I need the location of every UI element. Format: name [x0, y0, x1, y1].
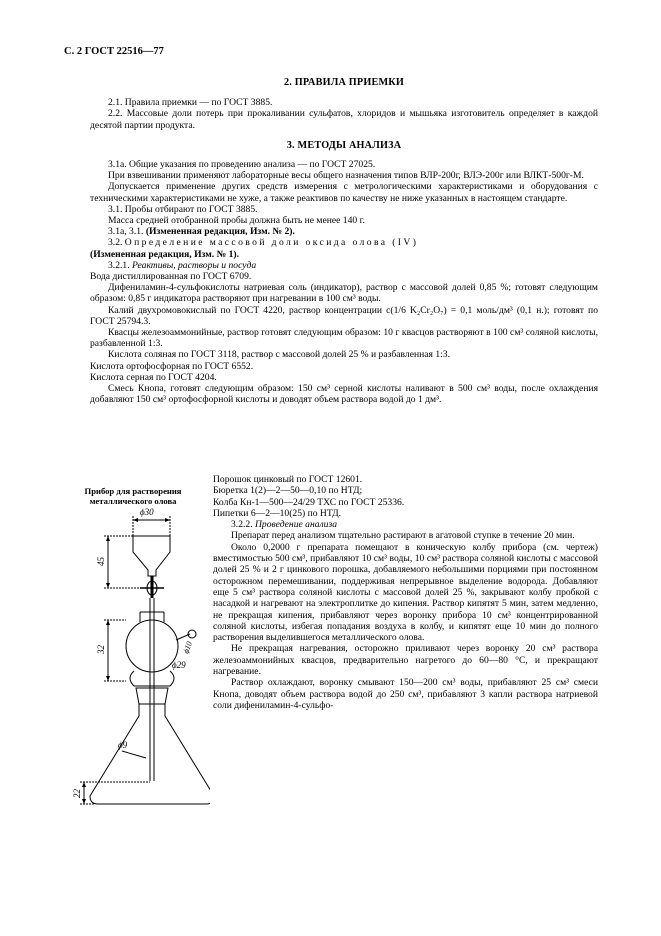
- dim-label-phi10: ϕ10: [181, 640, 195, 655]
- reagent-water: Вода дистиллированная по ГОСТ 6709.: [90, 271, 252, 283]
- clause-number: 3.2.2.: [231, 519, 253, 531]
- equipment-burette: Бюретка 1(2)—2—50—0,10 по НТД;: [213, 485, 363, 497]
- equipment-pipettes: Пипетки 6—2—10(25) по НТД.: [213, 507, 342, 519]
- para-cooling: Раствор охлаждают, воронку смывают 150—200 см³ воды, прибавляют 25 см³ смеси Кнопа, доводят объем раствора водой до 250 см³, прибавляют 3 капли раствора натриевой соли дифениламин-4-сульфо-: [213, 677, 598, 711]
- funnel: [133, 536, 170, 576]
- section-2-heading: 2. ПРАВИЛА ПРИЕМКИ: [284, 77, 404, 88]
- para-2-2: 2.2. Массовые доли потерь при прокаливании сульфатов, хлоридов и мышьяка изготовитель определяет в каждой десятой партии продукта.: [90, 108, 598, 131]
- section-3-heading: 3. МЕТОДЫ АНАЛИЗА: [286, 139, 402, 151]
- figure-caption: Прибор для растворения металлического олова: [84, 486, 182, 506]
- clause-number: 3.2.1.: [108, 259, 130, 271]
- amendment-ref: 3.1а, 3.1.: [108, 226, 144, 238]
- dim-label-32: 32: [96, 645, 106, 654]
- clause-number: 3.2.: [108, 237, 123, 249]
- dim-label-phi29: ϕ29: [172, 660, 186, 670]
- bulb: [126, 620, 178, 672]
- lower-bulb: [130, 671, 174, 686]
- stopper: [136, 688, 168, 704]
- para-3-2: [90, 237, 598, 248]
- reagent-hcl: Кислота соляная по ГОСТ 3118, раствор с массовой долей 25 % и разбавленная 1:3.: [108, 349, 450, 361]
- para-3-2-2: [213, 519, 598, 530]
- dim-label-22: 22: [72, 789, 82, 798]
- reagent-alum: Квасцы железоаммонийные, раствор готовят следующим образом: 10 г квасцов растворяют в 100 см³ соляной кислоты, разбавленной 1:3.: [90, 327, 598, 350]
- reagent-dichromate: Калий двухромовокислый по ГОСТ 4220, раствор концентрации c(1/6 K₂Cr₂O₇) = 0,1 моль/дм³ (0,1 н.); готовят по ГОСТ 25794.3.: [90, 304, 598, 327]
- clause-title: Проведение анализа: [255, 519, 338, 531]
- para-grinding: Препарат перед анализом тщательно растирают в агатовой ступке в течение 20 мин.: [231, 530, 575, 542]
- right-column-text: [213, 474, 598, 711]
- reagent-indicator: Дифениламин-4-сульфокислоты натриевая соль (индикатор), раствор с массовой долей 0,85 %; готовят следующим образом: 0,85 г индикатора растворяют при нагревании в 100 см³ воды.: [90, 282, 598, 305]
- para-amendment-2: [90, 226, 598, 237]
- para-3-2-1: [90, 260, 598, 271]
- para-3-1a: 3.1а. Общие указания по проведению анализа — по ГОСТ 27025.: [108, 159, 376, 171]
- apparatus-drawing: [60, 506, 210, 826]
- clause-title: Реактивы, растворы и посуда: [132, 259, 257, 271]
- para-procedure: Около 0,2000 г препарата помещают в коническую колбу прибора (см. чертеж) вместимостью 500 см³, прибавляют 10 см³ воды, 10 см³ раствора соляной кислоты с массовой долей 25 % и 2 г цинкового порошка, добавляемого небольшими порциями при постоянном осторожном перемешивании, поддерживая непрерывное выделение водорода. Добавляют еще 5 см³ раствора соляной кислоты с массовой долей 25 %, закрывают колбу пробкой с насадкой и нагревают на электроплитке до кипения. Раствор кипятят 5 мин, затем медленно, не прекращая кипения, прибавляют через воронку прибора 10 см³ концентрированной соляной кислоты, избегая попадания воздуха в колбу, и кипятят еще 10 мин до полного растворения выделившегося металлического олова.: [213, 541, 598, 644]
- main-text-block: [90, 77, 598, 405]
- reagent-sulfuric: Кислота серная по ГОСТ 4204.: [90, 371, 217, 383]
- reagent-phosphoric: Кислота ортофосфорная по ГОСТ 6552.: [90, 360, 254, 372]
- para-scales: При взвешивании применяют лабораторные весы общего назначения типов ВЛР-200г, ВЛЭ-200г или ВЛКТ-500г-М.: [108, 170, 584, 182]
- equipment-zinc: Порошок цинковый по ГОСТ 12601.: [213, 474, 363, 485]
- dim-label-phi9: ϕ9: [118, 740, 128, 750]
- para-alternatives: Допускается применение других средств измерения с метрологическими характеристиками и оборудования с техническими характеристиками не хуже, а также реактивов по качеству не ниже указанных в настоящем стандарте.: [90, 181, 598, 204]
- reagent-knop-mixture: Смесь Кнопа, готовят следующим образом: 150 см³ серной кислоты наливают в 500 см³ воды, после охлаждения добавляют 150 см³ ортофосфорной кислоты и доводят объем раствора водой до 1 дм³.: [90, 383, 598, 406]
- dim-label-45: 45: [96, 557, 106, 566]
- clause-title: Определение массовой доли оксида олова (IV): [124, 237, 419, 249]
- para-amendment-1: (Измененная редакция, Изм. № 1).: [90, 248, 240, 260]
- para-alum-addition: Не прекращая нагревания, осторожно приливают через воронку 20 см³ раствора железоаммонийных квасцов, предварительно нагретого до 60—80 °С, и прекращают нагревание.: [213, 643, 598, 678]
- page-header: С. 2 ГОСТ 22516—77: [64, 46, 164, 57]
- amendment-note: (Измененная редакция, Изм. № 2).: [145, 226, 295, 238]
- equipment-flask: Колба Кн-1—500—24/29 ТХС по ГОСТ 25336.: [213, 496, 405, 508]
- para-3-1: 3.1. Пробы отбирают по ГОСТ 3885.: [108, 203, 258, 215]
- para-sample-mass: Масса средней отобранной пробы должна быть не менее 140 г.: [108, 215, 365, 227]
- dim-label-phi30: ϕ30: [140, 507, 154, 517]
- para-2-1: 2.1. Правила приемки — по ГОСТ 3885.: [108, 97, 273, 109]
